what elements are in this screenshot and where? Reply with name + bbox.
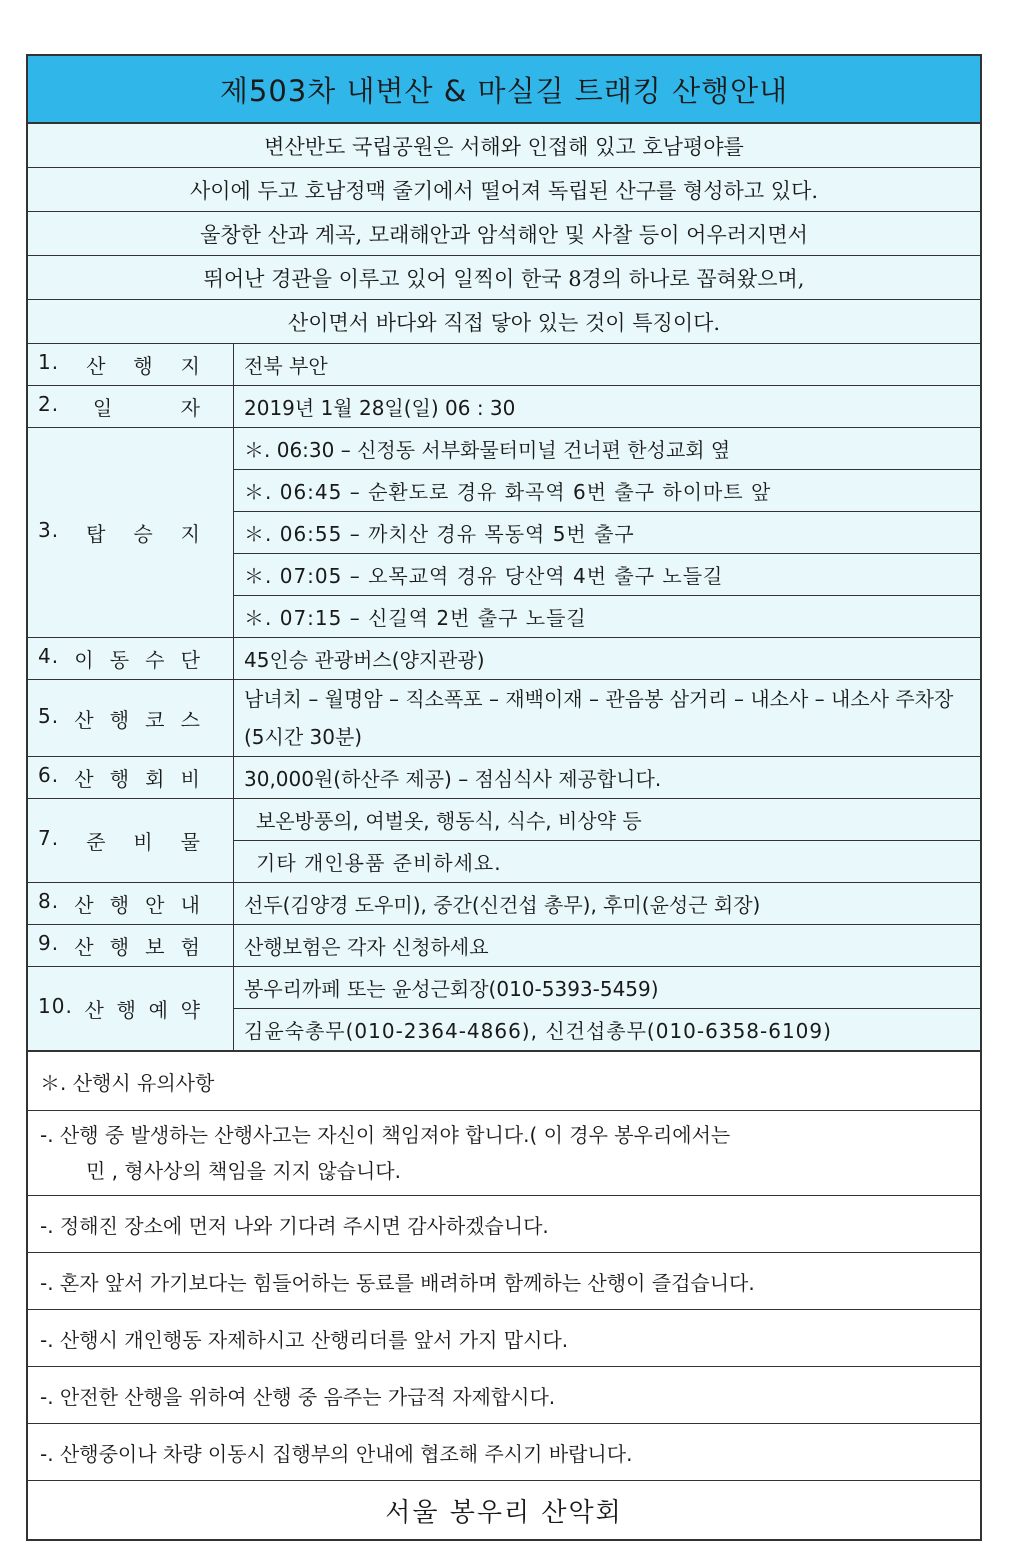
intro-line: 울창한 산과 계곡, 모래해안과 암석해안 및 사찰 등이 어우러지면서 <box>28 212 980 256</box>
row-label: 3. 탑 승 지 <box>28 428 234 638</box>
row-label: 4. 이 동 수 단 <box>28 638 234 680</box>
row-transport <box>28 638 980 680</box>
precaution-item: -. 정해진 장소에 먼저 나와 기다려 주시면 감사하겠습니다. <box>28 1196 980 1253</box>
row-destination <box>28 344 980 386</box>
row-label: 9. 산 행 보 험 <box>28 925 234 967</box>
row-value: 2019년 1월 28일(일) 06 : 30 <box>234 386 981 428</box>
intro-line: 사이에 두고 호남정맥 줄기에서 떨어져 독립된 산구를 형성하고 있다. <box>28 168 980 212</box>
row-label: 2. 일 자 <box>28 386 234 428</box>
precaution-item: -. 안전한 산행을 위하여 산행 중 음주는 가급적 자제합시다. <box>28 1367 980 1424</box>
row-course <box>28 680 980 757</box>
row-supplies <box>28 799 980 841</box>
row-value: 30,000원(하산주 제공) – 점심식사 제공합니다. <box>234 757 981 799</box>
row-label: 7. 준 비 물 <box>28 799 234 883</box>
supplies-item: 기타 개인용품 준비하세요. <box>234 841 981 883</box>
club-signature: 서울 봉우리 산악회 <box>385 1497 623 1528</box>
pickup-item: ＊. 06:45 – 순환도로 경유 화곡역 6번 출구 하이마트 앞 <box>234 470 981 512</box>
row-reservation <box>28 967 980 1009</box>
precaution-item: -. 산행시 개인행동 자제하시고 산행리더를 앞서 가지 맙시다. <box>28 1310 980 1367</box>
row-insurance <box>28 925 980 967</box>
reservation-contact: 김윤숙총무(010-2364-4866), 신건섭총무(010-6358-6109) <box>234 1009 981 1051</box>
row-label: 8. 산 행 안 내 <box>28 883 234 925</box>
intro-line: 산이면서 바다와 직접 닿아 있는 것이 특징이다. <box>28 300 980 343</box>
row-value: 전북 부안 <box>234 344 981 386</box>
intro-line: 변산반도 국립공원은 서해와 인접해 있고 호남평야를 <box>28 124 980 168</box>
row-value: 남녀치 – 월명암 – 직소폭포 – 재백이재 – 관음봉 삼거리 – 내소사 – 내소사 주차장(5시간 30분) <box>234 680 981 757</box>
row-value: 선두(김양경 도우미), 중간(신건섭 총무), 후미(윤성근 회장) <box>234 883 981 925</box>
row-value: 45인승 관광버스(양지관광) <box>234 638 981 680</box>
row-guide <box>28 883 980 925</box>
row-label: 5. 산 행 코 스 <box>28 680 234 757</box>
precaution-item: -. 산행중이나 차량 이동시 집행부의 안내에 협조해 주시기 바랍니다. <box>28 1424 980 1481</box>
pickup-item: ＊. 07:15 – 신길역 2번 출구 노들길 <box>234 596 981 638</box>
reservation-contact: 봉우리까페 또는 윤성근회장(010-5393-5459) <box>234 967 981 1009</box>
info-table <box>28 343 980 1051</box>
notice-document <box>26 54 982 1541</box>
row-value: 산행보험은 각자 신청하세요 <box>234 925 981 967</box>
intro-line: 뛰어난 경관을 이루고 있어 일찍이 한국 8경의 하나로 꼽혀왔으며, <box>28 256 980 300</box>
row-date <box>28 386 980 428</box>
row-label: 10. 산 행 예 약 <box>28 967 234 1051</box>
precaution-item: -. 혼자 앞서 가기보다는 힘들어하는 동료를 배려하며 함께하는 산행이 즐겁습니다. <box>28 1253 980 1310</box>
supplies-item: 보온방풍의, 여벌옷, 행동식, 식수, 비상약 등 <box>234 799 981 841</box>
page-title: 제503차 내변산 & 마실길 트래킹 산행안내 <box>28 56 980 124</box>
row-pickup <box>28 428 980 470</box>
precautions-section <box>28 1051 980 1539</box>
pickup-item: ＊. 06:30 – 신정동 서부화물터미널 건너편 한성교회 옆 <box>234 428 981 470</box>
precaution-item: -. 산행 중 발생하는 산행사고는 자신이 책임져야 합니다.( 이 경우 봉우리에서는 민 , 형사상의 책임을 지지 않습니다. <box>28 1111 980 1196</box>
row-label: 6. 산 행 회 비 <box>28 757 234 799</box>
row-label: 1. 산 행 지 <box>28 344 234 386</box>
intro-section <box>28 124 980 343</box>
pickup-item: ＊. 07:05 – 오목교역 경유 당산역 4번 출구 노들길 <box>234 554 981 596</box>
pickup-item: ＊. 06:55 – 까치산 경유 목동역 5번 출구 <box>234 512 981 554</box>
precautions-heading: ＊. 산행시 유의사항 <box>28 1052 980 1111</box>
row-fee <box>28 757 980 799</box>
